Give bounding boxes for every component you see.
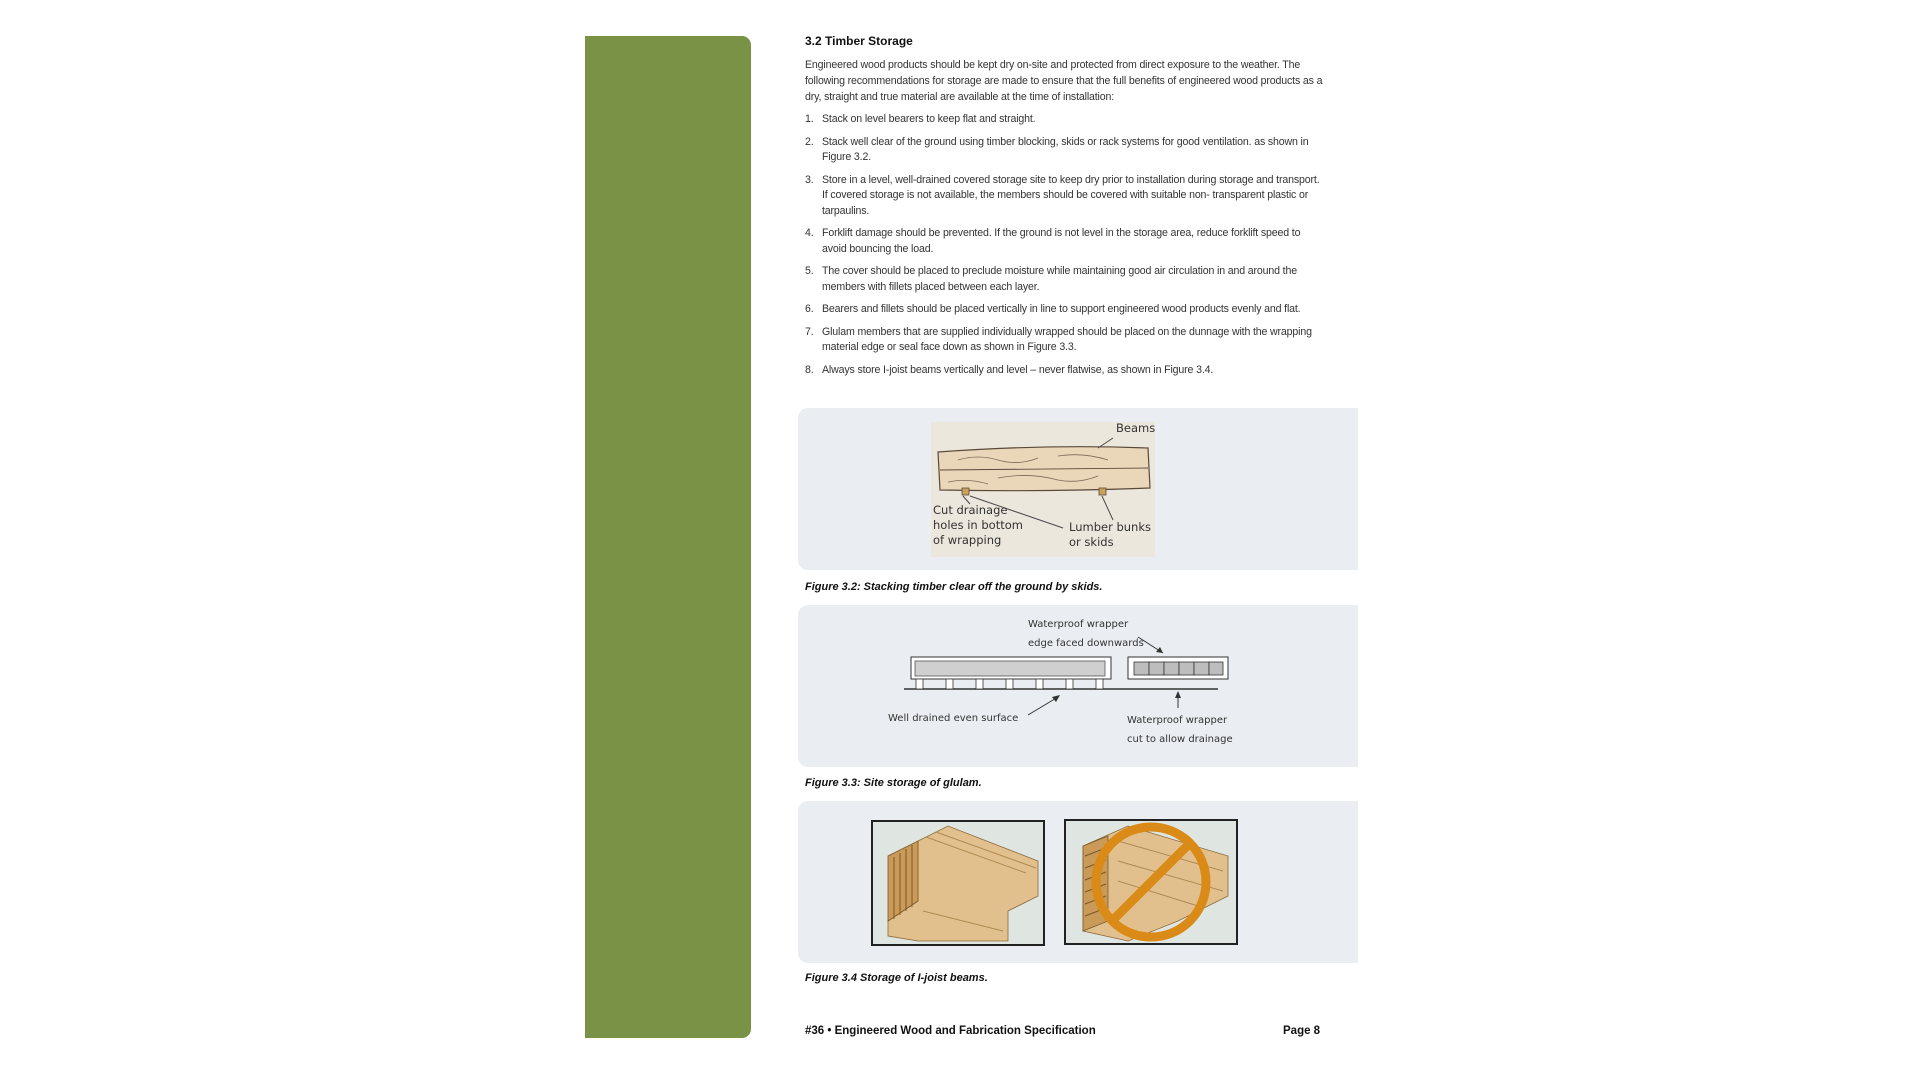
wrapped-glulam-stack: [1134, 662, 1223, 675]
label-beams: Beams: [1116, 421, 1156, 435]
label-wrapper-edge-1: Waterproof wrapper: [1028, 619, 1129, 630]
flat-ijoist-incorrect: [1065, 820, 1237, 944]
list-item: 7. Glulam members that are supplied individually wrapped should be placed on the dunnage with the wrapping material edge or seal face down as shown in Figure 3.3.: [805, 325, 1312, 353]
green-sidebar-band: [585, 36, 751, 1038]
figure-3-2-caption: Figure 3.2: Stacking timber clear off the ground by skids.: [805, 581, 1103, 593]
figure-3-4-caption: Figure 3.4 Storage of I-joist beams.: [805, 972, 988, 984]
section-heading: 3.2 Timber Storage: [805, 34, 913, 48]
label-drainage-3: of wrapping: [933, 533, 1002, 547]
figure-3-2-panel: [798, 408, 1358, 570]
label-drainage-1: Cut drainage: [933, 503, 1008, 517]
figure-3-3-illustration: [798, 605, 1358, 767]
list-item: 4. Forklift damage should be prevented. If the ground is not level in the storage area, reduce forklift speed to avoid bouncing the load.: [805, 227, 1301, 255]
label-bunks-1: Lumber bunks: [1069, 520, 1151, 534]
figure-3-3-panel: [798, 605, 1358, 767]
figure-3-2-illustration: [798, 408, 1358, 570]
footer-title: #36 • Engineered Wood and Fabrication Specification: [805, 1025, 1096, 1037]
intro-paragraph: Engineered wood products should be kept dry on-site and protected from direct exposure to the weather. The following recommendations for storage are made to ensure that the full benefits of engineered wood products as a dry, straight and true material are available at the time of installation:: [805, 59, 1323, 103]
label-wrapper-cut-2: cut to allow drainage: [1127, 734, 1233, 745]
figure-3-4-illustration: [798, 801, 1358, 963]
vertical-ijoist-correct: [872, 821, 1044, 945]
page-number: Page 8: [1283, 1025, 1321, 1037]
figure-3-4-panel: [798, 801, 1358, 963]
recommendation-list: [805, 112, 1325, 378]
list-item: 1. Stack on level bearers to keep flat and straight.: [805, 113, 1036, 125]
label-wrapper-cut-1: Waterproof wrapper: [1127, 715, 1228, 726]
list-item: 6. Bearers and fillets should be placed vertically in line to support engineered wood products evenly and flat.: [805, 303, 1301, 315]
label-surface: Well drained even surface: [888, 713, 1019, 724]
list-item: 2. Stack well clear of the ground using timber blocking, skids or rack systems for good ventilation. as shown in Figure 3.2.: [805, 135, 1309, 163]
list-item: 5. The cover should be placed to preclude moisture while maintaining good air circulation in and around the members with fillets placed between each layer.: [805, 265, 1297, 293]
list-item: 8. Always store I-joist beams vertically and level – never flatwise, as shown in Figure 3.4.: [805, 363, 1214, 376]
label-bunks-2: or skids: [1069, 535, 1114, 549]
list-item: 3. Store in a level, well-drained covered storage site to keep dry prior to installation during storage and transport. If covered storage is not available, the members should be covered with suitable non- transparent plastic or tarpaulins.: [805, 173, 1320, 217]
figure-3-3-caption: Figure 3.3: Site storage of glulam.: [805, 777, 982, 789]
label-wrapper-edge-2: edge faced downwards: [1028, 638, 1144, 649]
page-footer: [805, 1025, 1325, 1037]
label-drainage-2: holes in bottom: [933, 518, 1023, 532]
glulam-bearers: [916, 679, 1103, 689]
